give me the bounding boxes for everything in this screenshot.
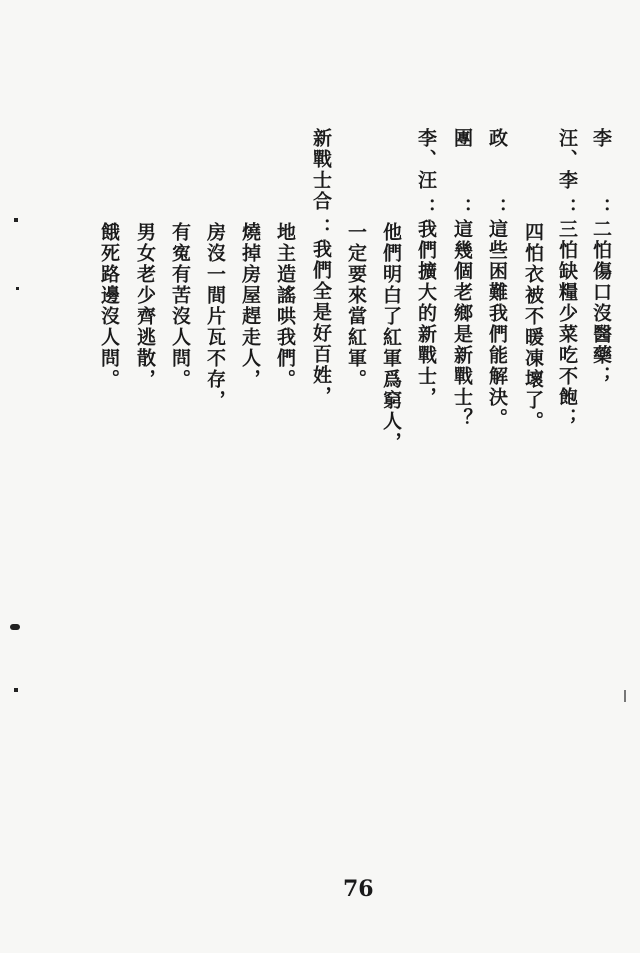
dialogue-line: ：我們全是好百姓， bbox=[310, 218, 332, 407]
speaker-li: 李 bbox=[590, 128, 612, 149]
speaker-tuan: 團 bbox=[451, 128, 473, 149]
dialogue-line: ：這幾個老鄉是新戰士？ bbox=[451, 198, 473, 429]
scan-blot bbox=[10, 624, 20, 630]
dialogue-line: ：這些困難我們能解決。 bbox=[486, 198, 508, 429]
dialogue-line: 他們明白了紅軍爲窮人， bbox=[380, 222, 402, 453]
dialogue-line: 有寃有苦沒人問。 bbox=[169, 222, 191, 390]
dialogue-line: 餓死路邊沒人問。 bbox=[98, 222, 120, 390]
speaker-zheng: 政 bbox=[486, 128, 508, 149]
dialogue-line: 房沒一間片瓦不存， bbox=[204, 222, 226, 411]
dialogue-line: 四怕衣被不暖凍壞了。 bbox=[522, 222, 544, 432]
scan-speck bbox=[624, 690, 626, 702]
speaker-new-soldiers: 新戰士合 bbox=[310, 128, 332, 212]
dialogue-line: 地主造謠哄我們。 bbox=[274, 222, 296, 390]
scan-speck bbox=[16, 287, 19, 290]
speaker-wang-li: 汪、李 bbox=[556, 128, 578, 191]
dialogue-line: ：二怕傷口沒醫藥； bbox=[590, 198, 612, 387]
scan-speck bbox=[14, 688, 18, 692]
dialogue-line: 一定要來當紅軍。 bbox=[345, 222, 367, 390]
page-number: 76 bbox=[343, 876, 374, 902]
dialogue-line: 男女老少齊逃散， bbox=[134, 222, 156, 390]
speaker-li-wang: 李、汪 bbox=[415, 128, 437, 191]
scan-speck bbox=[14, 218, 18, 222]
dialogue-line: ：三怕缺糧少菜吃不飽； bbox=[556, 198, 578, 429]
dialogue-line: 燒掉房屋趕走人， bbox=[239, 222, 261, 390]
dialogue-line: ：我們擴大的新戰士， bbox=[415, 198, 437, 408]
